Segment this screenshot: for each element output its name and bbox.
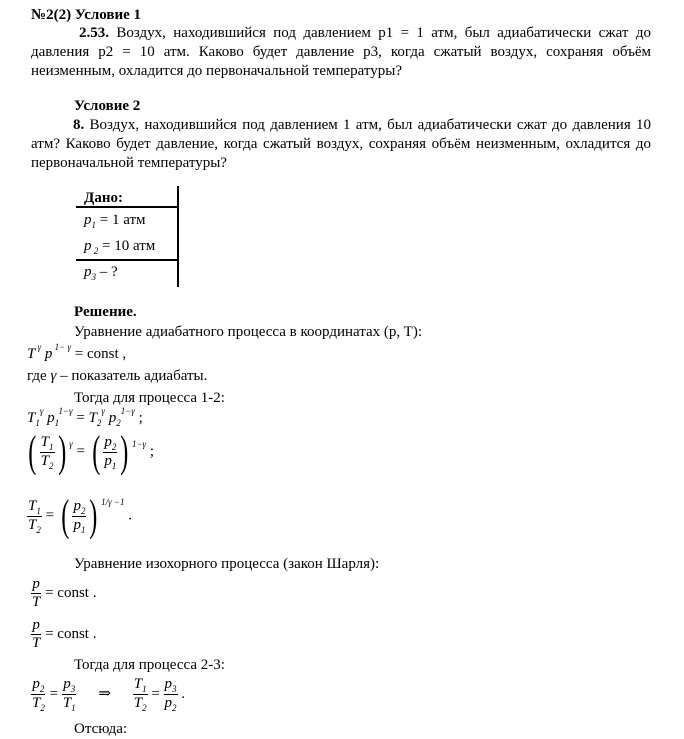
charles-law-2: $\frac{p}{T}$ = const . — [32, 617, 97, 651]
ratio-equation-1: ( $\frac{T_1}{T_2}$ ) $^\gamma$ = ( $\frac{p_2}{p_1}$ ) $^{1-\gamma}$ ; — [28, 427, 155, 476]
condition-2 — [31, 116, 651, 173]
problem-number-2: 8. — [73, 117, 85, 133]
given-bottom-rule — [76, 259, 179, 261]
given-title: Дано: — [84, 190, 123, 206]
condition-1-line-2: давления p2 = 10 атм. Каково будет давление p3, когда сжатый воздух, сохраняя объём — [31, 44, 651, 60]
given-vertical-rule — [177, 186, 179, 287]
given-top-rule — [76, 206, 179, 208]
process-12-equation: $T_1^\gamma$ $p_1^{1-\gamma} = T_2^\gamma$ $p_2^{1-\gamma}$ ; — [27, 406, 143, 428]
charles-law-1: $\frac{p}{T}$ = const . — [32, 576, 97, 610]
problem-number-1: 2.53. — [79, 25, 109, 41]
condition-2-line-2: давления 10 атм? Каково будет давление, когда сжатый воздух, сохраняя объём — [31, 117, 652, 152]
condition-1 — [31, 24, 651, 81]
condition-2-line-1: Воздух, находившийся под давлением 1 атм, был адиабатически сжат до — [89, 117, 568, 133]
condition-1-line-3: неизменным, охладится до первоначальной температуры? — [31, 63, 403, 79]
condition-2-title: Условие 2 — [74, 98, 141, 114]
given-row-p1: $p_1 = 1$ атм — [84, 212, 146, 230]
ratio-equation-2: $\frac{T_1}{T_2}$ = ( $\frac{p_2}{p_1}$ ) $^{1/\gamma -1}$ . — [28, 491, 132, 540]
gamma-note: где γ – показатель адиабаты. — [27, 368, 208, 384]
process-23-label: Тогда для процесса 2-3: — [74, 657, 225, 673]
process-12-label: Тогда для процесса 1-2: — [74, 390, 225, 406]
given-find-p3: $p_3$ – ? — [84, 264, 118, 282]
condition-2-line-3: неизменным, охладится до первоначальной температуры? — [31, 136, 651, 171]
implies-arrow: ⇒ — [98, 685, 111, 702]
problem-header: №2(2) Условие 1 — [31, 7, 142, 23]
given-row-p2: p $_2$ = 10 атм — [84, 238, 156, 256]
condition-1-line-1: Воздух, находившийся под давлением p — [116, 25, 386, 41]
adiabat-equation: T $^\gamma$ p $^{1- \gamma}$ = const , — [27, 342, 127, 362]
solution-title: Решение. — [74, 304, 137, 320]
condition-1-p1: 1 = 1 атм, был адиабатически сжат до — [385, 25, 651, 41]
isochoric-label: Уравнение изохорного процесса (закон Шарля): — [74, 556, 380, 572]
hence-label: Отсюда: — [74, 721, 128, 737]
process-23-equation: $\frac{p_2}{T_2}$ = $\frac{p_3}{T_1}$ ⇒ $\frac{T_1}{T_2}$ = $\frac{p_3}{p_2}$ . — [32, 676, 186, 713]
solution-intro: Уравнение адиабатного процесса в координатах (p, T): — [74, 324, 422, 340]
